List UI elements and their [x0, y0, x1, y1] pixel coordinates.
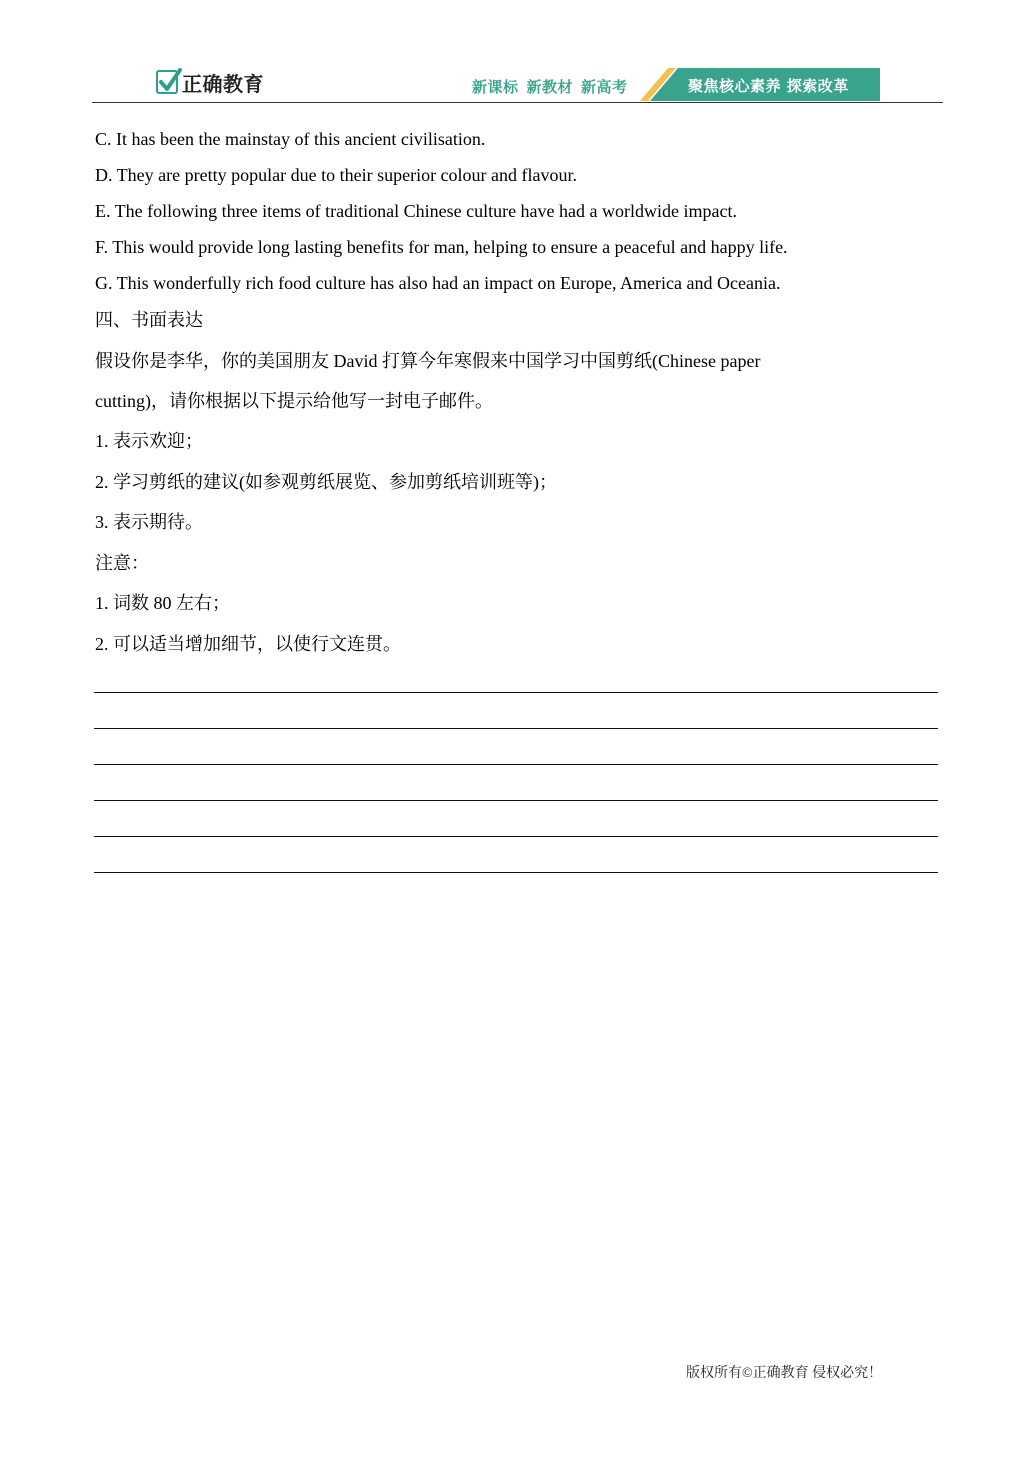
note-item: 2. 可以适当增加细节，以使行文连贯。: [95, 634, 401, 654]
note-item: 1. 词数 80 左右；: [95, 593, 230, 613]
prompt-line: cutting)，请你根据以下提示给他写一封电子邮件。: [95, 391, 493, 411]
answer-line[interactable]: [94, 692, 938, 693]
answer-line[interactable]: [94, 728, 938, 729]
banner-text: 聚焦核心素养 探索改革: [688, 77, 849, 95]
answer-line[interactable]: [94, 872, 938, 873]
slogan-tag: 新课标: [472, 78, 519, 96]
brand-name: 正确教育: [182, 71, 264, 96]
answer-line[interactable]: [94, 836, 938, 837]
notes-title: 注意：: [95, 553, 149, 573]
option-e: E. The following three items of traditional Chinese culture have had a worldwide impact.: [95, 201, 737, 221]
slogan-tags: [472, 76, 636, 97]
prompt-line: 假设你是李华，你的美国朋友 David 打算今年寒假来中国学习中国剪纸(Chinese paper: [95, 351, 761, 371]
copyright-footer: 版权所有©正确教育 侵权必究！: [686, 1366, 883, 1381]
requirement-item: 3. 表示期待。: [95, 512, 203, 532]
option-d: D. They are pretty popular due to their superior colour and flavour.: [95, 165, 578, 185]
section-title: 四、书面表达: [95, 310, 203, 330]
brand-logo: [156, 68, 264, 96]
slogan-tag: 新教材: [526, 78, 574, 96]
slogan-tag: 新高考: [581, 78, 628, 96]
option-c: C. It has been the mainstay of this ancient civilisation.: [95, 129, 486, 149]
slogan-banner: [640, 68, 880, 101]
checkmark-icon: [156, 70, 178, 94]
requirement-item: 1. 表示欢迎；: [95, 431, 203, 451]
answer-line[interactable]: [94, 800, 938, 801]
requirement-item: 2. 学习剪纸的建议(如参观剪纸展览、参加剪纸培训班等)；: [95, 472, 557, 492]
option-g: G. This wonderfully rich food culture has also had an impact on Europe, America and Oceania.: [95, 273, 781, 293]
answer-line[interactable]: [94, 764, 938, 765]
header-divider: [92, 102, 943, 103]
page-header: [0, 0, 1034, 104]
option-f: F. This would provide long lasting benefits for man, helping to ensure a peaceful and happy life.: [95, 237, 788, 257]
